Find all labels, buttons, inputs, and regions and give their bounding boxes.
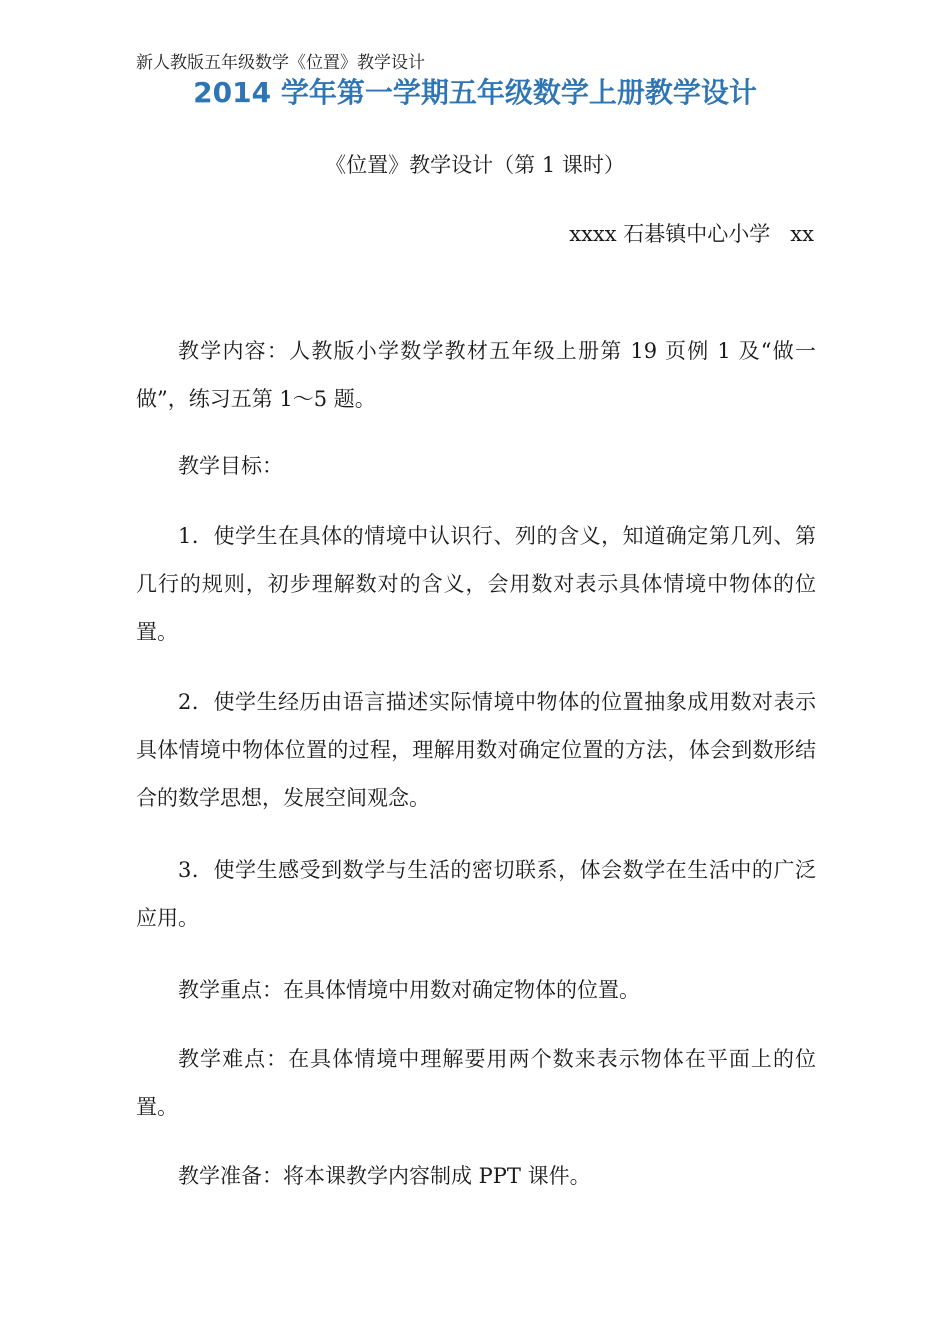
lesson-subtitle: 《位置》教学设计（第 1 课时） [325, 153, 625, 177]
goal-3-paragraph [136, 846, 816, 942]
document-title: 2014 学年第一学期五年级数学上册教学设计 [193, 76, 757, 109]
difficulty-text: 教学难点：在具体情境中理解要用两个数来表示物体在平面上的位置。 [136, 1047, 816, 1119]
teaching-goals-label: 教学目标： [178, 454, 283, 478]
running-header: 新人教版五年级数学《位置》教学设计 [136, 53, 425, 73]
key-point-paragraph [136, 966, 816, 1014]
goal-2-paragraph [136, 678, 816, 822]
teaching-content-paragraph [136, 327, 816, 423]
goal-3-text: 3．使学生感受到数学与生活的密切联系，体会数学在生活中的广泛应用。 [136, 858, 816, 930]
goal-2-text: 2．使学生经历由语言描述实际情境中物体的位置抽象成用数对表示具体情境中物体位置的过程，理解用数对确定位置的方法，体会到数形结合的数学思想，发展空间观念。 [136, 690, 816, 810]
teaching-content-text: 教学内容：人教版小学数学教材五年级上册第 19 页例 1 及“做一做”，练习五第 1～5 题。 [136, 339, 816, 411]
author-line: xxxx 石碁镇中心小学 xx [569, 222, 814, 246]
difficulty-paragraph [136, 1035, 816, 1131]
teaching-goals-heading [136, 442, 816, 490]
key-point-text: 教学重点：在具体情境中用数对确定物体的位置。 [178, 978, 640, 1002]
goal-1-paragraph [136, 512, 816, 656]
preparation-text: 教学准备：将本课教学内容制成 PPT 课件。 [178, 1164, 591, 1188]
goal-1-text: 1．使学生在具体的情境中认识行、列的含义，知道确定第几列、第几行的规则，初步理解数对的含义，会用数对表示具体情境中物体的位置。 [136, 524, 816, 644]
preparation-paragraph [136, 1152, 816, 1200]
